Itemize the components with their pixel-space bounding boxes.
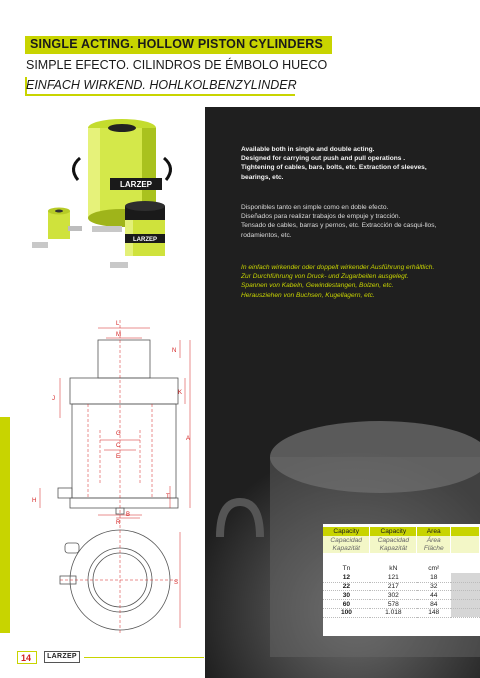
page-number: 14 (21, 653, 32, 663)
table-row (323, 600, 480, 609)
description-en-line: Tightening of cables, bars, bolts, etc. Extraction of sleeves, bearings, etc. (241, 164, 427, 181)
table-row (323, 573, 480, 582)
table-cell: 121 (370, 573, 417, 582)
table-cell: 84 (417, 600, 451, 609)
table-cell: 12 (323, 573, 370, 582)
table-header-cell (451, 545, 480, 554)
dim-label-L: L (116, 321, 120, 327)
table-cell: 1.018 (370, 609, 417, 618)
dim-label-T: T (166, 494, 170, 500)
table-header-cell: Kapazität (370, 545, 417, 554)
table-cell: 578 (370, 600, 417, 609)
specs-table (323, 527, 480, 618)
table-cell: 100 (323, 609, 370, 618)
table-cell: 217 (370, 582, 417, 591)
table-cell: 60 (323, 600, 370, 609)
table-row (323, 609, 480, 618)
description-es-line: Diseñados para realizar trabajos de empuje y tracción. (241, 213, 401, 221)
table-row (323, 582, 480, 591)
page-title-de: EINFACH WIRKEND. HOHLKOLBENZYLINDER (26, 78, 297, 92)
description-es (241, 203, 451, 240)
table-header-cell: Capacity (323, 527, 370, 536)
table-header-de (323, 545, 480, 554)
dim-label-N: N (172, 348, 177, 354)
table-header-cell (451, 536, 480, 545)
footer-divider (84, 657, 204, 658)
table-cell (451, 609, 480, 618)
table-header-cell: Kapazität (323, 545, 370, 554)
table-cell: 18 (417, 573, 451, 582)
table-spacer (323, 553, 480, 563)
table-header-en (323, 527, 480, 536)
table-cell (451, 573, 480, 582)
table-cell: 30 (323, 591, 370, 600)
dim-label-E: E (116, 454, 121, 460)
description-en-line: Available both in single and double acting. (241, 146, 375, 153)
dim-label-S: S (174, 580, 179, 586)
description-es-line: Disponibles tanto en simple como en doble efecto. (241, 204, 389, 211)
table-header-es (323, 536, 480, 545)
table-row (323, 591, 480, 600)
table-cell (451, 582, 480, 591)
table-units-row (323, 563, 480, 573)
product-photo (30, 108, 200, 278)
table-cell: 44 (417, 591, 451, 600)
footer-logo (44, 651, 80, 663)
dim-label-J: J (52, 396, 55, 402)
page-title-es: SIMPLE EFECTO. CILINDROS DE ÉMBOLO HUECO (26, 58, 328, 72)
description-de-line: Zur Durchführung von Druck- und Zugarbeiten ausgelegt. (241, 273, 409, 281)
description-de-line: In einfach wirkender oder doppelt wirkender Ausführung erhältlich. (241, 264, 435, 271)
photo-brand-label: LARZEP (120, 180, 152, 189)
description-de-line: Herausziehen von Buchsen, Kugellagern, etc. (241, 291, 375, 299)
dim-label-K: K (178, 390, 183, 396)
footer-logo-text: LARZEP (47, 653, 77, 660)
table-header-cell: Area (417, 527, 451, 536)
table-cell (451, 600, 480, 609)
table-header-cell: Fläche (417, 545, 451, 554)
description-de-line: Spannen von Kabeln, Gewindestangen, Bolzen, etc. (241, 282, 394, 290)
table-cell: 32 (417, 582, 451, 591)
table-header-cell: Capacidad (370, 536, 417, 545)
table-unit-cell: cm² (417, 563, 451, 573)
table-header-cell: Capacity (370, 527, 417, 536)
table-header-cell (451, 527, 480, 536)
description-es-line: Tensado de cables, barras y pernos, etc. Extracción de casqui-llos, rodamientos, etc. (241, 222, 437, 239)
dim-label-R: R (116, 520, 121, 526)
table-cell: 22 (323, 582, 370, 591)
table-unit-cell: Tn (323, 563, 370, 573)
dim-label-G: G (116, 431, 121, 437)
table-unit-cell: kN (370, 563, 417, 573)
table-header-cell: Capacidad (323, 536, 370, 545)
title-de-underline (25, 94, 295, 96)
dim-label-H: H (32, 498, 37, 504)
table-cell: 302 (370, 591, 417, 600)
description-de (241, 263, 451, 300)
dim-label-M: M (116, 332, 121, 338)
table-unit-cell (451, 563, 480, 573)
table-cell (451, 591, 480, 600)
photo-brand-label-small: LARZEP (133, 237, 157, 243)
table-header-cell: Área (417, 536, 451, 545)
dim-label-C: C (116, 443, 121, 449)
side-accent-strip (0, 417, 10, 633)
small-cylinder-left (32, 208, 82, 249)
technical-drawing (20, 310, 195, 640)
description-en-line: Designed for carrying out push and pull operations . (241, 155, 406, 163)
page-title-en: SINGLE ACTING. HOLLOW PISTON CYLINDERS (30, 37, 324, 51)
table-cell: 148 (417, 609, 451, 618)
dim-label-B: B (126, 512, 131, 518)
dim-label-A: A (186, 436, 191, 442)
description-en (241, 145, 451, 182)
